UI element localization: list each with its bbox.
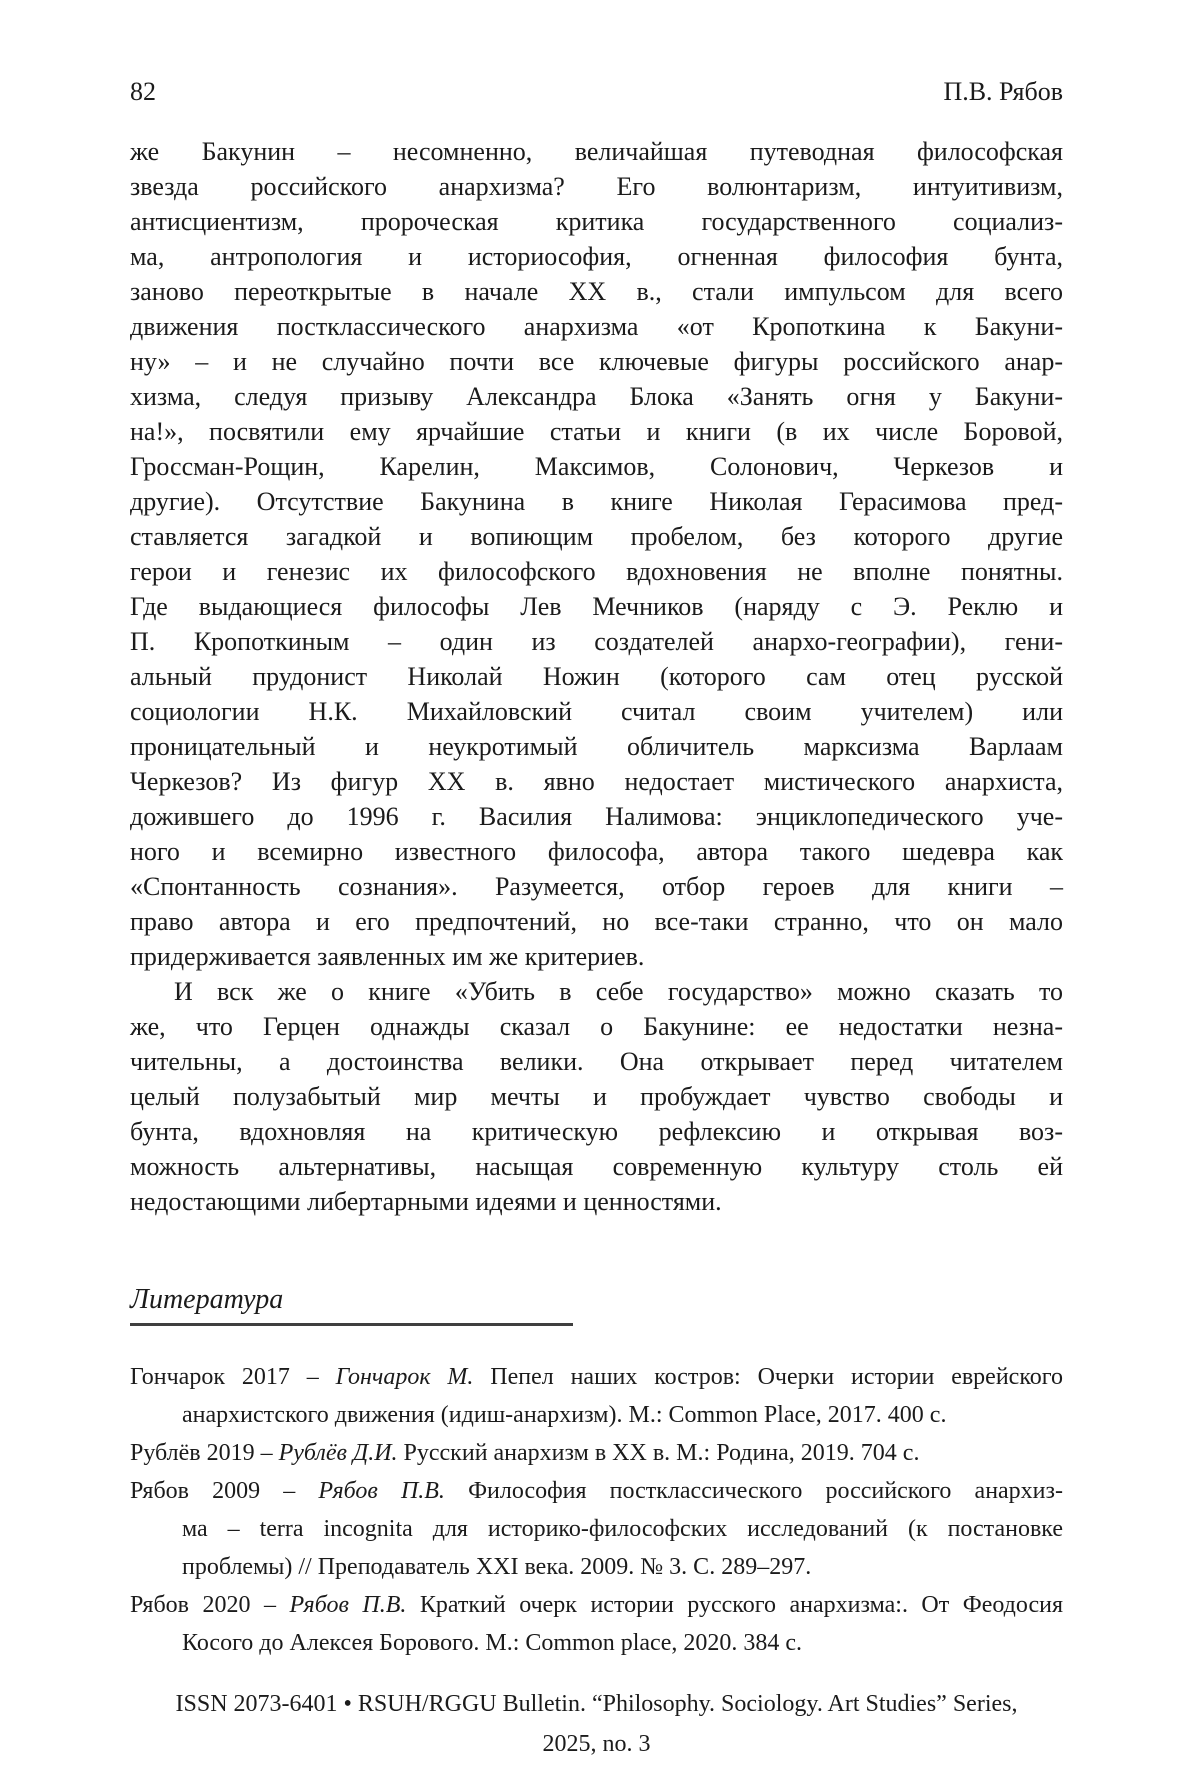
body-line: «Спонтанность сознания». Разумеется, отбор героев для книги – (130, 872, 1063, 901)
body-line: недостающими либертарными идеями и ценностями. (130, 1187, 722, 1216)
body-line: ставляется загадкой и вопиющим пробелом, без которого другие (130, 522, 1063, 551)
page-number: 82 (130, 77, 156, 106)
body-line: придерживается заявленных им же критериев. (130, 942, 645, 971)
reference-line: Гончарок 2017 – Гончарок М. Пепел наших костров: Очерки истории еврейского (130, 1364, 1064, 1390)
reference-list (130, 1358, 1063, 1662)
body-line: другие). Отсутствие Бакунина в книге Николая Герасимова пред- (130, 487, 1063, 516)
body-line: же Бакунин – несомненно, величайшая путеводная философская (130, 137, 1063, 166)
article-body (130, 134, 1063, 1219)
reference-line: ма – terra incognita для историко-философских исследований (к постановке (182, 1516, 1063, 1542)
reference-line: Косого до Алексея Борового. М.: Common place, 2020. 384 с. (182, 1630, 803, 1656)
footer-issn-line: ISSN 2073-6401 • RSUH/RGGU Bulletin. “Philosophy. Sociology. Art Studies” Series, (175, 1691, 1018, 1717)
body-line: П. Кропоткиным – один из создателей анархо-географии), гени- (130, 627, 1063, 656)
body-line: ма, антропология и историософия, огненная философия бунта, (130, 242, 1063, 271)
running-header (130, 0, 1063, 108)
reference-entry (130, 1586, 1063, 1662)
footer-issue-line: 2025, no. 3 (542, 1731, 651, 1757)
body-line: бунта, вдохновляя на критическую рефлексию и открывая воз- (130, 1117, 1063, 1146)
body-line: звезда российского анархизма? Его волюнтаризм, интуитивизм, (130, 172, 1063, 201)
body-line: И вск же о книге «Убить в себе государство» можно сказать то (174, 977, 1063, 1006)
body-line: на!», посвятили ему ярчайшие статьи и книги (в их числе Боровой, (130, 417, 1063, 446)
body-line: дожившего до 1996 г. Василия Налимова: энциклопедического уче- (130, 802, 1063, 831)
body-paragraph-1 (130, 134, 1063, 974)
body-line: антисциентизм, пророческая критика государственного социализ- (130, 207, 1063, 236)
body-line: Черкезов? Из фигур XX в. явно недостает мистического анархиста, (130, 767, 1063, 796)
body-line: Гроссман-Рощин, Карелин, Максимов, Солонович, Черкезов и (130, 452, 1063, 481)
page-content (130, 0, 1063, 1764)
author-header: П.В. Рябов (943, 77, 1063, 106)
body-line: заново переоткрытые в начале XX в., стали импульсом для всего (130, 277, 1063, 306)
body-line: герои и генезис их философского вдохновения не вполне понятны. (130, 557, 1063, 586)
body-line: хизма, следуя призыву Александра Блока «Занять огня у Бакуни- (130, 382, 1063, 411)
body-line: можность альтернативы, насыщая современную культуру столь ей (130, 1152, 1063, 1181)
literature-heading-label: Литература (130, 1284, 284, 1315)
body-line: же, что Герцен однажды сказал о Бакунине: ее недостатки незна- (130, 1012, 1063, 1041)
body-line: социологии Н.К. Михайловский считал своим учителем) или (130, 697, 1063, 726)
reference-line: Рублёв 2019 – Рублёв Д.И. Русский анархизм в XX в. М.: Родина, 2019. 704 с. (130, 1440, 920, 1466)
body-line: право автора и его предпочтений, но все-таки странно, что он мало (130, 907, 1063, 936)
literature-heading (130, 1283, 573, 1326)
reference-line: анархистского движения (идиш-анархизм). М.: Common Place, 2017. 400 с. (182, 1402, 947, 1428)
body-line: целый полузабытый мир мечты и пробуждает чувство свободы и (130, 1082, 1063, 1111)
body-line: альный прудонист Николай Ножин (которого сам отец русской (130, 662, 1063, 691)
body-line: проницательный и неукротимый обличитель марксизма Варлаам (130, 732, 1063, 761)
reference-entry (130, 1472, 1063, 1586)
body-line: чительны, а достоинства велики. Она открывает перед читателем (130, 1047, 1063, 1076)
reference-entry (130, 1434, 1063, 1472)
body-line: ного и всемирно известного философа, автора такого шедевра как (130, 837, 1063, 866)
reference-entry (130, 1358, 1063, 1434)
page-footer (130, 1684, 1063, 1764)
reference-line: Рябов 2020 – Рябов П.В. Краткий очерк истории русского анархизма:. От Феодосия (130, 1592, 1064, 1618)
reference-line: проблемы) // Преподаватель XXI века. 2009. № 3. С. 289–297. (182, 1554, 812, 1580)
body-paragraph-2 (130, 974, 1063, 1219)
body-line: Где выдающиеся философы Лев Мечников (наряду с Э. Реклю и (130, 592, 1063, 621)
reference-line: Рябов 2009 – Рябов П.В. Философия постклассического российского анархиз- (130, 1478, 1063, 1504)
body-line: движения постклассического анархизма «от Кропоткина к Бакуни- (130, 312, 1063, 341)
body-line: ну» – и не случайно почти все ключевые фигуры российского анар- (130, 347, 1063, 376)
